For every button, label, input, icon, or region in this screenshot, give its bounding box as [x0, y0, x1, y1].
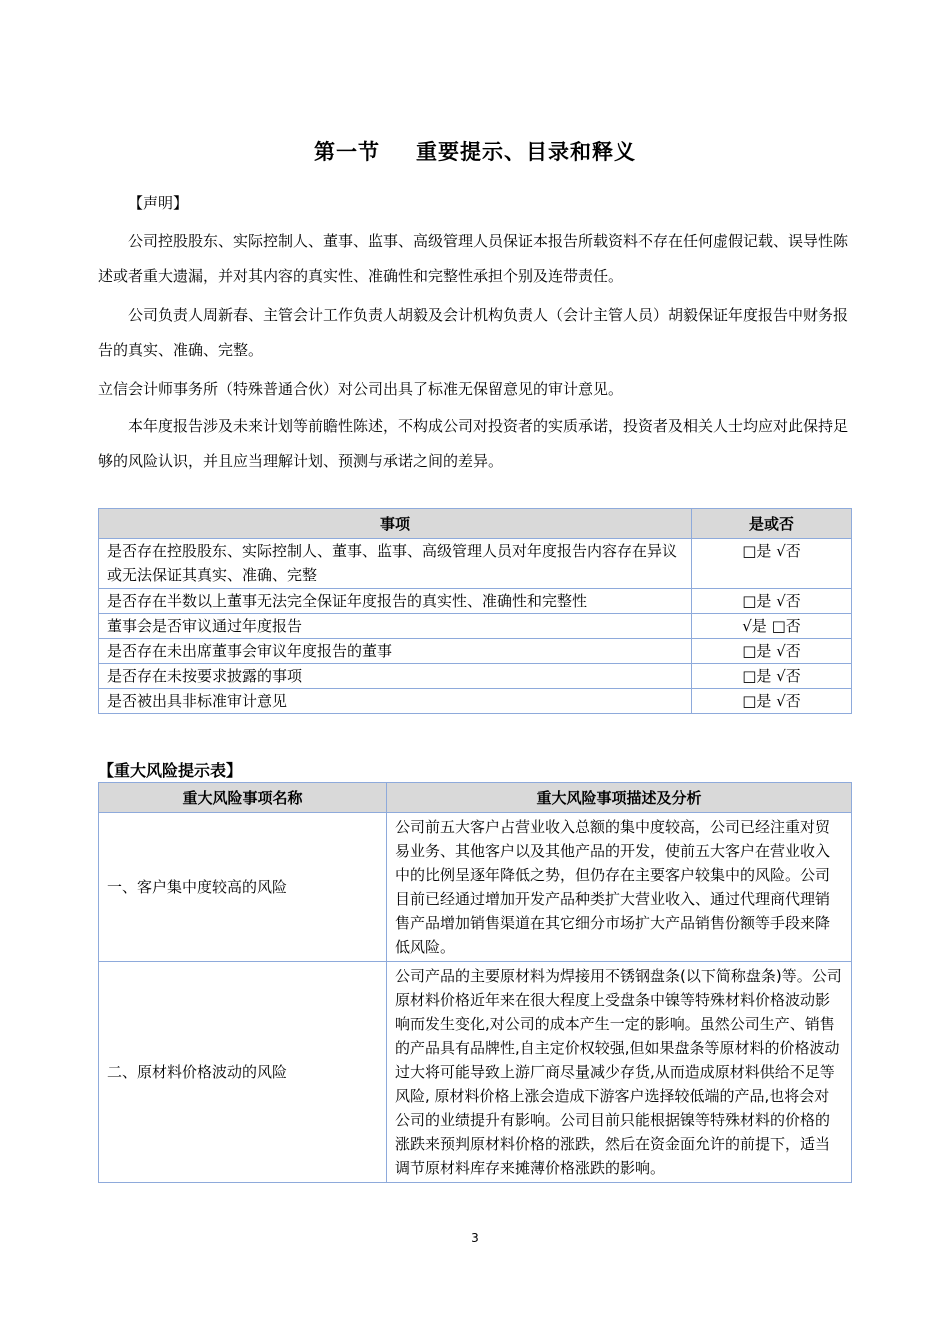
page-title [0, 136, 950, 166]
column-header-risk-description: 重大风险事项描述及分析 [387, 783, 852, 813]
table-row [99, 614, 852, 639]
row-item: 是否存在未出席董事会审议年度报告的董事 [99, 639, 692, 664]
row-item: 董事会是否审议通过年度报告 [99, 614, 692, 639]
auditor-opinion-paragraph: 立信会计师事务所（特殊普通合伙）对公司出具了标准无保留意见的审计意见。 [98, 380, 624, 398]
row-answer: √是 □否 [692, 614, 852, 639]
table-row [99, 589, 852, 614]
risk-table [98, 782, 852, 1183]
table-row [99, 639, 852, 664]
column-header-risk-name: 重大风险事项名称 [99, 783, 387, 813]
section-title: 重要提示、目录和释义 [416, 140, 636, 164]
risk-description: 公司产品的主要原材料为焊接用不锈钢盘条(以下简称盘条)等。公司原材料价格近年来在很大程度上受盘条中镍等特殊材料价格波动影响而发生变化,对公司的成本产生一定的影响。虽然公司生产、销售的产品具有品牌性,自主定价权较强,但如果盘条等原材料的价格波动过大将可能导致上游厂商尽量减少存货,从而造成原材料供给不足等风险, 原材料价格上涨会造成下游客户选择较低端的产品,也将会对公司的业绩提升有影响。公司目前只能根据镍等特殊材料的价格的涨跌来预判原材料价格的涨跌，然后在资金面允许的前提下，适当调节原材料库存来摊薄价格涨跌的影响。 [387, 962, 852, 1183]
forward-looking-paragraph: 本年度报告涉及未来计划等前瞻性陈述，不构成公司对投资者的实质承诺，投资者及相关人士均应对此保持足够的风险认识，并且应当理解计划、预测与承诺之间的差异。 [98, 417, 849, 470]
declaration-table [98, 508, 852, 714]
table-row [99, 664, 852, 689]
row-answer: □是 √否 [692, 589, 852, 614]
row-answer: □是 √否 [692, 539, 852, 589]
column-header-item: 事项 [99, 509, 692, 539]
row-item: 是否存在控股股东、实际控制人、董事、监事、高级管理人员对年度报告内容存在异议或无法保证其真实、准确、完整 [99, 539, 692, 589]
row-item: 是否存在半数以上董事无法完全保证年度报告的真实性、准确性和完整性 [99, 589, 692, 614]
declaration-label: 【声明】 [128, 194, 189, 212]
section-number: 第一节 [314, 140, 380, 164]
row-item: 是否被出具非标准审计意见 [99, 689, 692, 714]
column-header-answer: 是或否 [692, 509, 852, 539]
statement-paragraph-1: 公司控股股东、实际控制人、董事、监事、高级管理人员保证本报告所载资料不存在任何虚假记载、误导性陈述或者重大遗漏，并对其内容的真实性、准确性和完整性承担个别及连带责任。 [98, 232, 849, 285]
table-header-row [99, 783, 852, 813]
row-answer: □是 √否 [692, 639, 852, 664]
row-item: 是否存在未按要求披露的事项 [99, 664, 692, 689]
page-number: 3 [471, 1231, 479, 1245]
table-header-row [99, 509, 852, 539]
risk-description: 公司前五大客户占营业收入总额的集中度较高，公司已经注重对贸易业务、其他客户以及其他产品的开发，使前五大客户在营业收入中的比例呈逐年降低之势，但仍存在主要客户较集中的风险。公司目前已经通过增加开发产品种类扩大营业收入、通过代理商代理销售产品增加销售渠道在其它细分市场扩大产品销售份额等手段来降低风险。 [387, 813, 852, 962]
statement-paragraph-2: 公司负责人周新春、主管会计工作负责人胡毅及会计机构负责人（会计主管人员）胡毅保证年度报告中财务报告的真实、准确、完整。 [98, 306, 849, 359]
risk-name: 一、客户集中度较高的风险 [99, 813, 387, 962]
risk-name: 二、原材料价格波动的风险 [99, 962, 387, 1183]
table-row [99, 539, 852, 589]
table-row [99, 962, 852, 1183]
row-answer: □是 √否 [692, 664, 852, 689]
table-row [99, 813, 852, 962]
row-answer: □是 √否 [692, 689, 852, 714]
risk-table-heading: 【重大风险提示表】 [98, 761, 243, 780]
table-row [99, 689, 852, 714]
